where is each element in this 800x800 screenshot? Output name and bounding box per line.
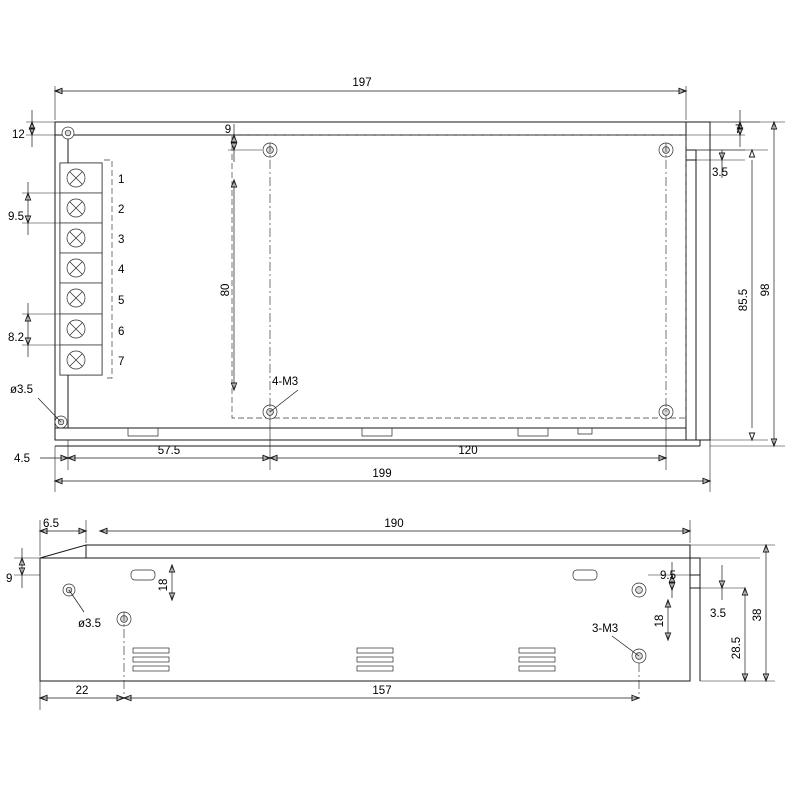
pin-label-7: 7 [118,356,125,368]
pin-label-6: 6 [118,326,125,338]
dim-18-lower: 18 [654,614,666,628]
pin-label-2: 2 [118,204,125,216]
dim-85p5: 85.5 [738,288,750,312]
dim-22: 22 [75,685,89,697]
dim-28p5: 28.5 [731,636,743,660]
dim-120: 120 [458,445,478,457]
top-view [8,77,785,492]
dim-right-7: 7 [735,124,742,136]
dim-side-9p5: 9.5 [660,570,676,582]
callout-4-m3: 4-M3 [272,376,299,388]
dim-18-upper: 18 [158,578,170,592]
pin-label-1: 1 [118,174,125,186]
pin-label-4: 4 [118,264,125,276]
dim-side-9: 9 [6,573,13,585]
dim-dia-3p5-side: ø3.5 [78,618,102,630]
dim-98: 98 [760,283,772,297]
dim-4p5: 4.5 [14,453,30,465]
pin-label-5: 5 [118,295,125,307]
dim-top-9: 9 [224,124,232,136]
dim-dia-3p5-top: ø3.5 [10,384,34,396]
dim-80: 80 [220,283,232,297]
dim-8p2: 8.2 [8,332,24,344]
dim-57p5: 57.5 [157,445,181,457]
callout-3-m3: 3-M3 [592,623,619,635]
dim-6p5: 6.5 [43,518,59,530]
dim-left-12: 12 [12,129,25,141]
dim-top-197: 197 [352,77,372,89]
side-view [6,518,775,710]
dim-38: 38 [752,608,764,622]
dim-157: 157 [372,685,392,697]
dim-right-3p5: 3.5 [712,167,728,179]
dim-190: 190 [384,518,404,530]
pin-label-3: 3 [118,234,125,246]
dim-9p5: 9.5 [8,211,24,223]
dim-side-3p5: 3.5 [710,608,726,620]
dim-199: 199 [372,468,392,480]
